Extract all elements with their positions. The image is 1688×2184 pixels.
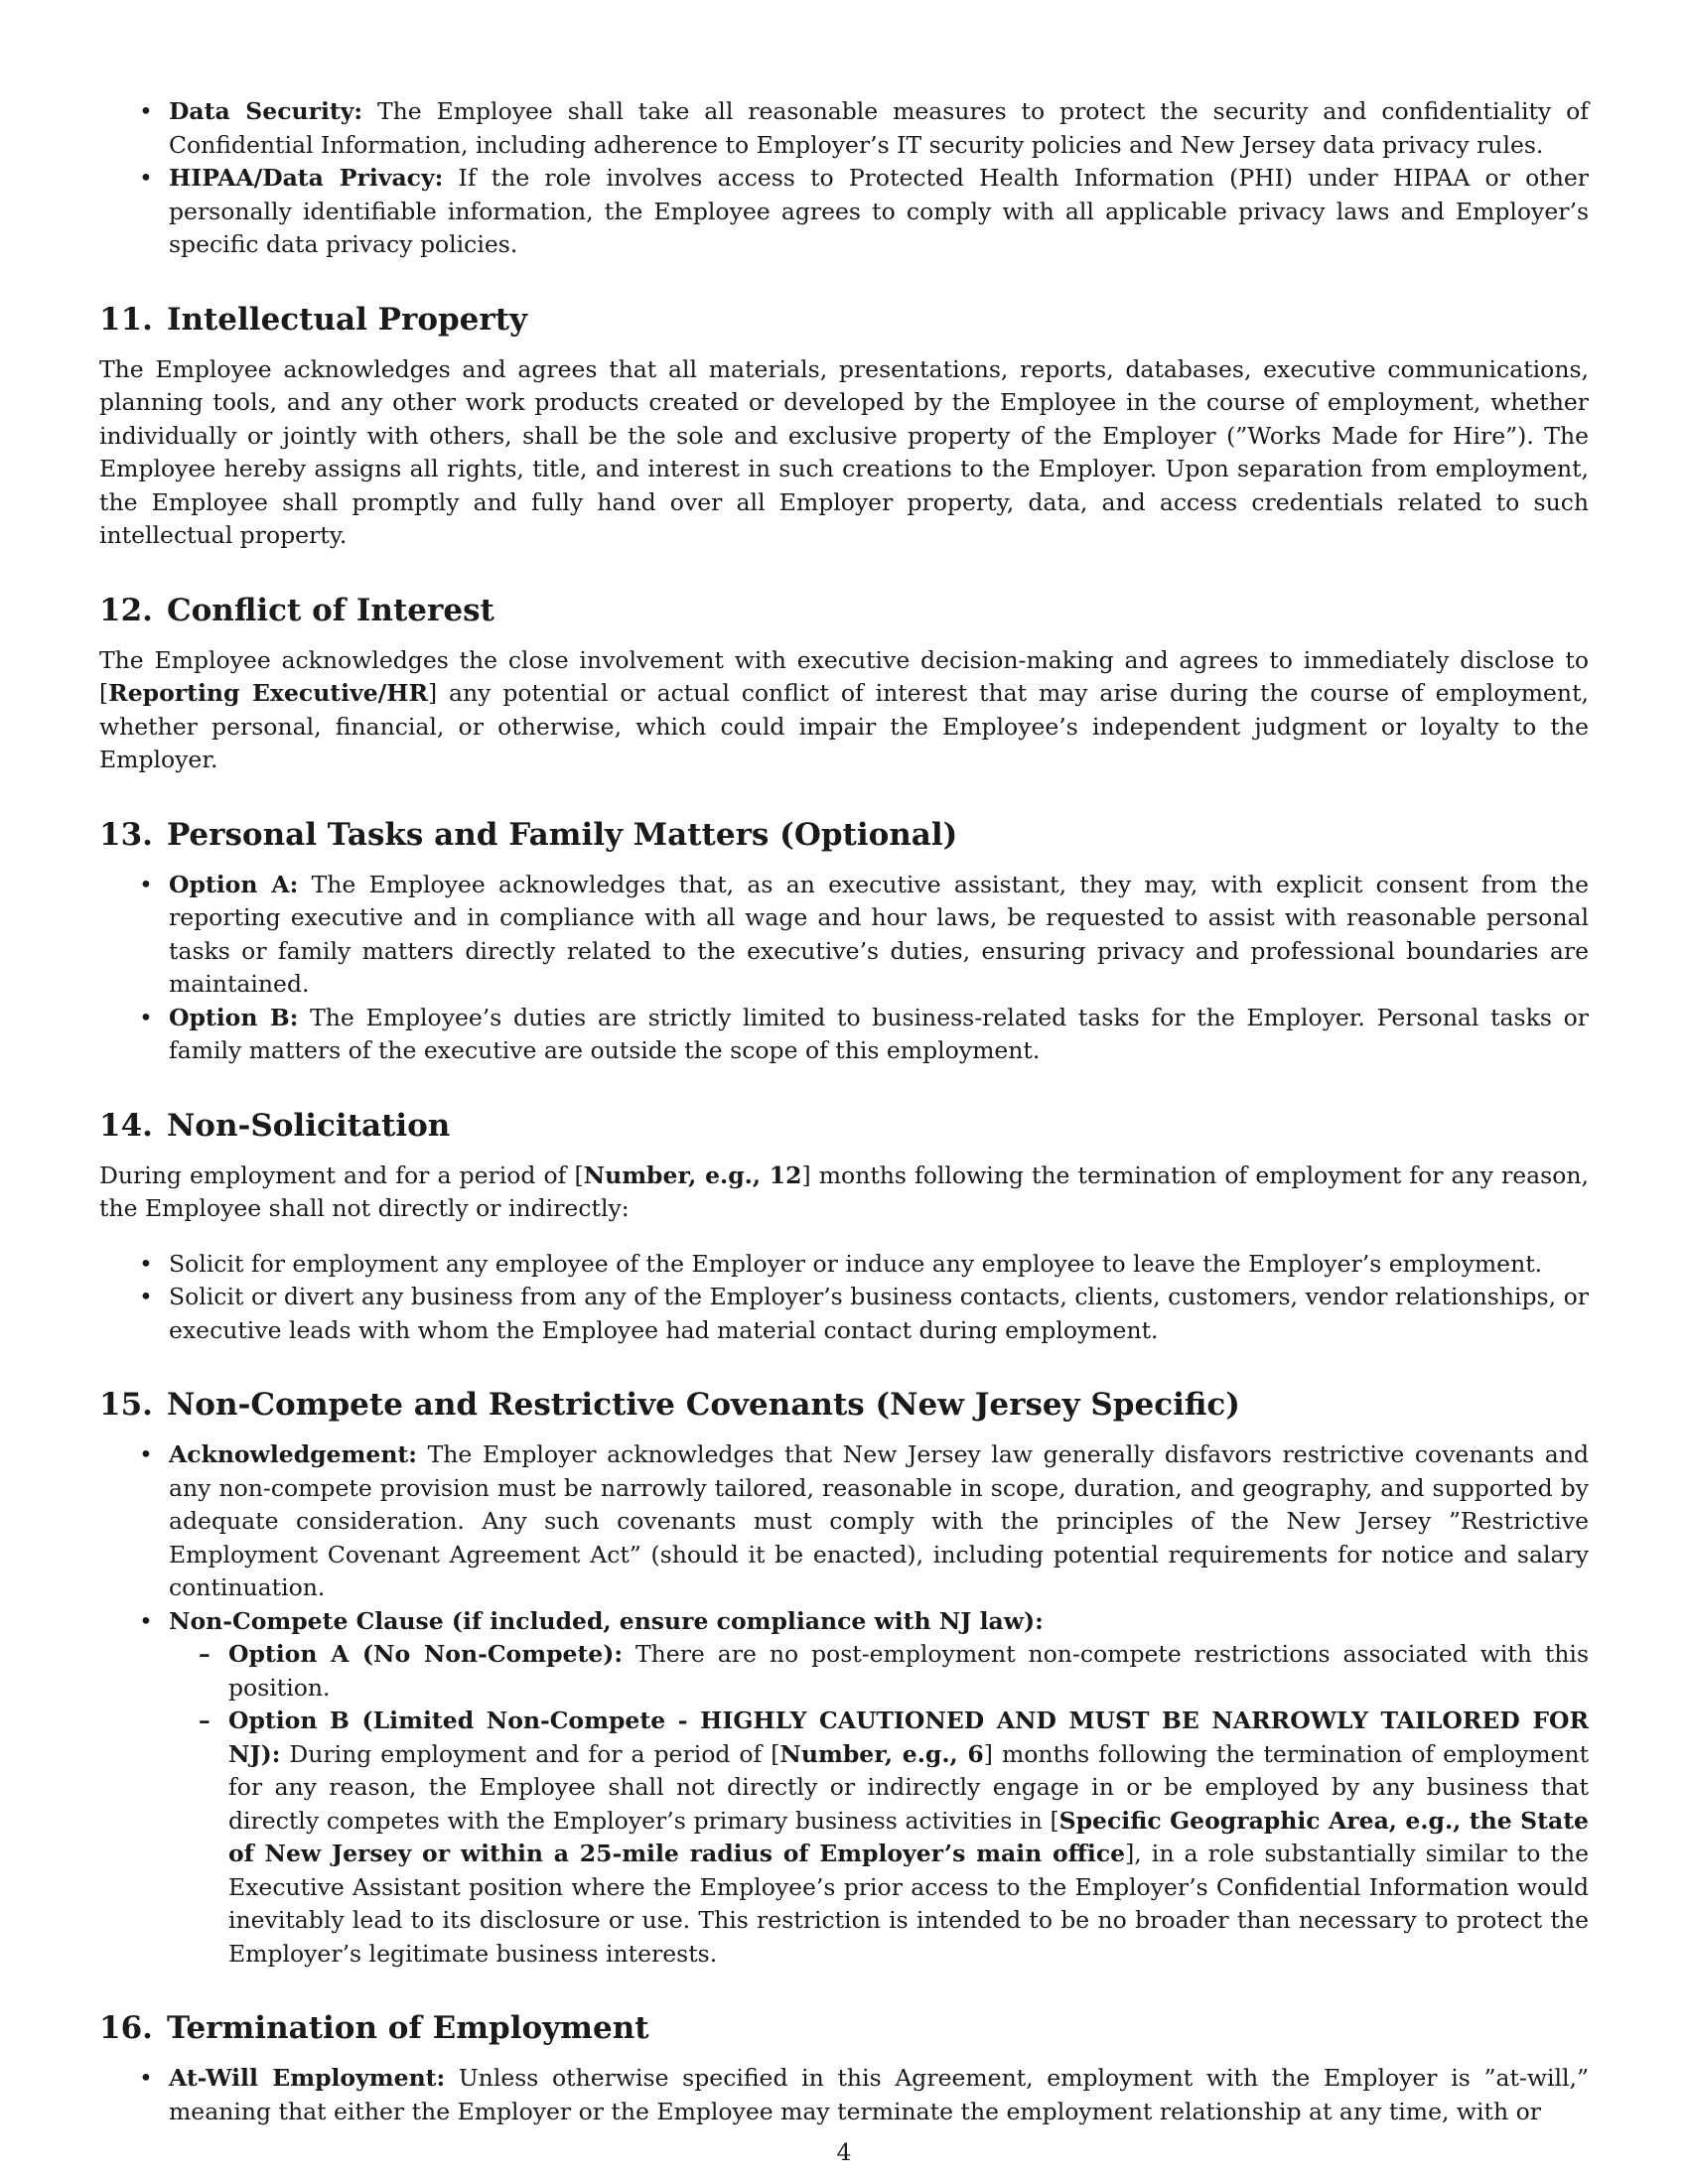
section-number: 14. bbox=[99, 1107, 153, 1144]
section-heading-termination bbox=[99, 2008, 1589, 2048]
list-item bbox=[99, 162, 1589, 262]
sub-list-item bbox=[169, 1705, 1589, 1971]
list-item-text: If the role involves access to Protected Health Information (PHI) under HIPAA or other personally identifiable information, the Employee agrees to comply with all applicable privacy laws and Employer’s specific data privacy policies. bbox=[169, 164, 1590, 258]
section-heading-intellectual-property bbox=[99, 300, 1589, 340]
list-item-term: Acknowledgement: bbox=[169, 1440, 417, 1468]
non-solicitation-list bbox=[99, 1248, 1589, 1348]
list-item-text: During employment and for a period of [ bbox=[280, 1739, 780, 1768]
placeholder-text: Number, e.g., 6 bbox=[779, 1739, 984, 1768]
list-item-text: ] months following the termination of employment for any reason, the Employee shall not directly or indirectly engage in or be employed by any business that directly competes with the Employer’s primary business activities in [ bbox=[228, 1739, 1590, 1835]
list-item-text: ], in a role substantially similar to the Executive Assistant position where the Employee’s prior access to the Employer’s Confidential Information would inevitably lead to its disclosure or use. This restriction is intended to be no broader than necessary to protect the Employer’s legitimate business interests. bbox=[228, 1840, 1589, 1968]
placeholder-text: Reporting Executive/HR bbox=[108, 679, 428, 707]
section-title: Conflict of Interest bbox=[166, 592, 494, 628]
list-item-term: Non-Compete Clause (if included, ensure compliance with NJ law): bbox=[169, 1606, 1044, 1635]
list-item-term: Data Security: bbox=[169, 97, 363, 125]
body-text: ] months following the termination of employment for any reason, the Employee shall not directly or indirectly: bbox=[99, 1160, 1589, 1222]
section-number: 12. bbox=[99, 592, 153, 628]
body-text: ] any potential or actual conflict of interest that may arise during the course of employment, whether personal, financial, or otherwise, which could impair the Employee’s independent judgment or loyalty to the Employer. bbox=[99, 679, 1589, 773]
page-number: 4 bbox=[836, 2138, 852, 2166]
section-title: Non-Solicitation bbox=[166, 1107, 451, 1144]
list-item bbox=[99, 2062, 1589, 2128]
list-item bbox=[99, 869, 1589, 1002]
termination-list bbox=[99, 2062, 1589, 2128]
list-item-term: Option A: bbox=[169, 870, 299, 898]
list-item-text: The Employee acknowledges that, as an executive assistant, they may, with explicit consent from the reporting executive and in compliance with all wage and hour laws, be requested to assist with reasonable personal tasks or family matters directly related to the executive’s duties, ensuring privacy and professional boundaries are maintained. bbox=[169, 870, 1589, 998]
list-item-term: At-Will Employment: bbox=[169, 2064, 446, 2092]
list-item bbox=[99, 1438, 1589, 1605]
section-number: 13. bbox=[99, 816, 153, 853]
personal-tasks-list bbox=[99, 869, 1589, 1068]
list-item-text: Unless otherwise specified in this Agreement, employment with the Employer is ”at-will,” meaning that either the Employer or the Employee may terminate the employment relationship at any time, with or bbox=[169, 2064, 1590, 2125]
document-page bbox=[99, 95, 1589, 2128]
section-heading-non-compete bbox=[99, 1385, 1589, 1425]
list-item bbox=[99, 1605, 1589, 1972]
section-number: 16. bbox=[99, 2010, 153, 2046]
section-title: Termination of Employment bbox=[166, 2010, 649, 2046]
non-compete-list bbox=[99, 1438, 1589, 1971]
body-text: During employment and for a period of [ bbox=[99, 1160, 584, 1189]
section-title: Personal Tasks and Family Matters (Optional) bbox=[166, 816, 958, 853]
security-list bbox=[99, 95, 1589, 262]
list-item-text: There are no post-employment non-compete restrictions associated with this position. bbox=[228, 1640, 1590, 1702]
section-number: 15. bbox=[99, 1387, 153, 1423]
section-number: 11. bbox=[99, 301, 153, 338]
placeholder-text: Specific Geographic Area, e.g., the State of New Jersey or within a 25-mile radius of Employer’s main office bbox=[228, 1806, 1589, 1867]
section-heading-personal-tasks bbox=[99, 815, 1589, 855]
list-item: • Solicit or divert any business from any of the Employer’s business contacts, clients, customers, vendor relationships, or executive leads with whom the Employee had material contact during employment. bbox=[99, 1281, 1589, 1347]
non-compete-options-list bbox=[169, 1638, 1589, 1971]
section-heading-non-solicitation bbox=[99, 1106, 1589, 1146]
list-item: • Solicit for employment any employee of the Employer or induce any employee to leave the Employer’s employment. bbox=[99, 1248, 1589, 1282]
sub-list-item bbox=[169, 1638, 1589, 1705]
section-title: Intellectual Property bbox=[166, 301, 528, 338]
list-item-text: The Employee’s duties are strictly limited to business-related tasks for the Employer. Personal tasks or family matters of the executive are outside the scope of this employment. bbox=[169, 1003, 1589, 1064]
list-item-term: Option B (Limited Non-Compete - HIGHLY CAUTIONED AND MUST BE NARROWLY TAILORED FOR NJ): bbox=[228, 1706, 1589, 1768]
list-item-term: Option A (No Non-Compete): bbox=[228, 1640, 624, 1668]
placeholder-text: Number, e.g., 12 bbox=[583, 1160, 802, 1189]
list-item-text: The Employee shall take all reasonable measures to protect the security and confidentiality of Confidential Information, including adherence to Employer’s IT security policies and New Jersey data privacy rules. bbox=[169, 97, 1589, 159]
body-text: The Employee acknowledges the close involvement with executive decision-making and agrees to immediately disclose to [ bbox=[99, 645, 1589, 707]
section-body: The Employee acknowledges and agrees that all materials, presentations, reports, databases, executive communications, planning tools, and any other work products created or developed by the Employee in the course of employment, whether individually or jointly with others, shall be the sole and exclusive property of the Employer (”Works Made for Hire”). The Employee hereby assigns all rights, title, and interest in such creations to the Employer. Upon separation from employment, the Employee shall promptly and fully hand over all Employer property, data, and access credentials related to such intellectual property. bbox=[99, 354, 1589, 549]
list-item bbox=[99, 1002, 1589, 1068]
list-item-text: The Employer acknowledges that New Jersey law generally disfavors restrictive covenants and any non-compete provision must be narrowly tailored, reasonable in scope, duration, and geography, and supported by adequate consideration. Any such covenants must comply with the principles of the New Jersey ”Restrictive Employment Covenant Agreement Act” (should it be enacted), including potential requirements for notice and salary continuation. bbox=[169, 1440, 1589, 1601]
section-body bbox=[99, 1160, 1589, 1226]
list-item bbox=[99, 95, 1589, 162]
list-item-term: Option B: bbox=[169, 1003, 299, 1031]
section-heading-conflict-of-interest bbox=[99, 591, 1589, 630]
section-body bbox=[99, 644, 1589, 777]
list-item-term: HIPAA/Data Privacy: bbox=[169, 164, 444, 192]
section-title: Non-Compete and Restrictive Covenants (New Jersey Specific) bbox=[166, 1387, 1240, 1423]
